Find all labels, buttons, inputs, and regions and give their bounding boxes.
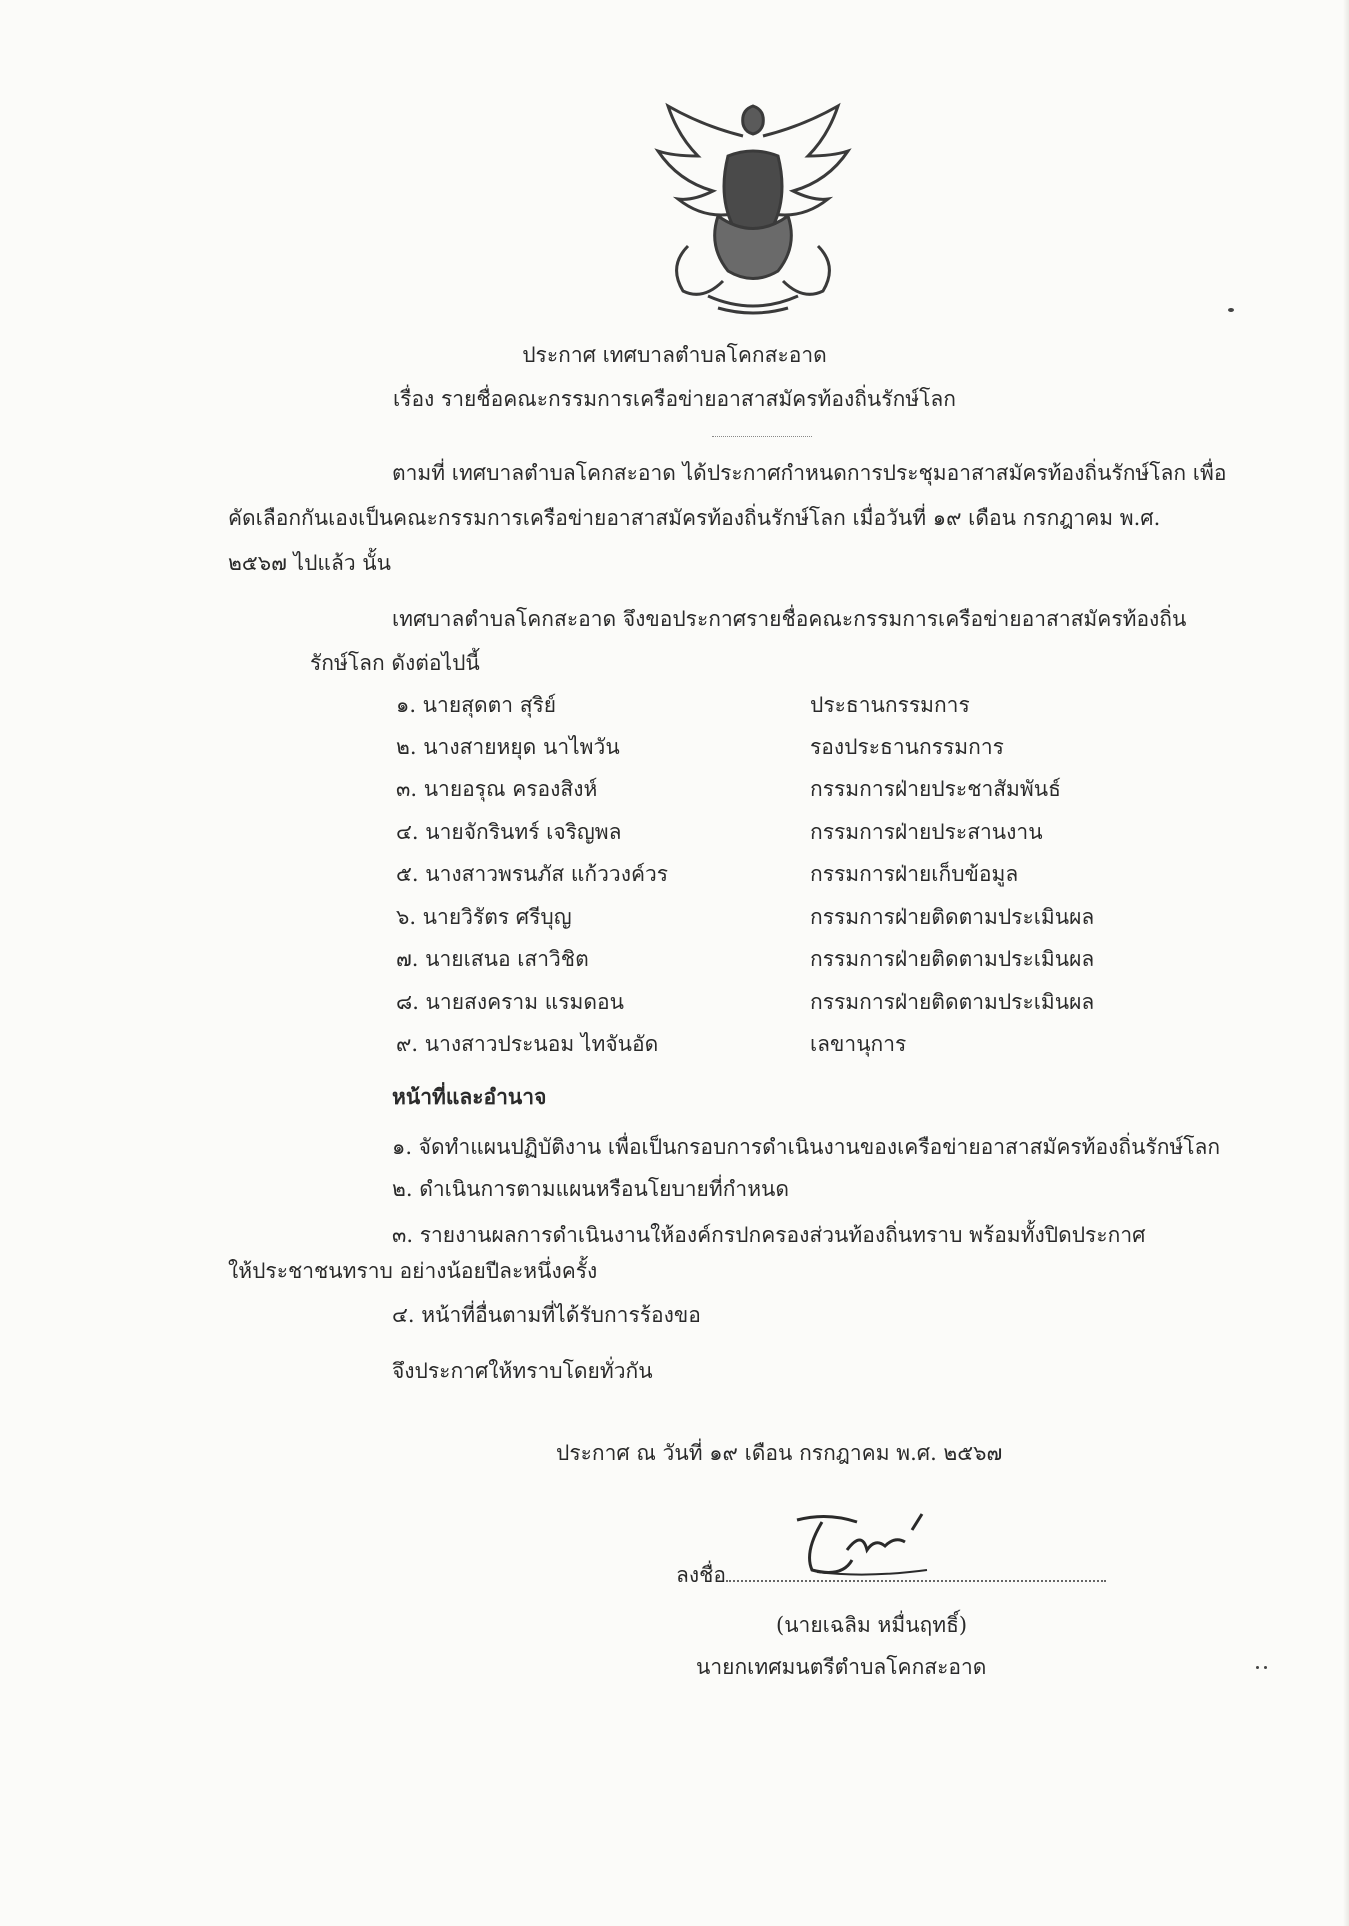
member-role: กรรมการฝ่ายเก็บข้อมูล xyxy=(810,862,1019,886)
scan-speck xyxy=(1256,1666,1259,1669)
intro-line-3: ๒๕๖๗ ไปแล้ว นั้น xyxy=(228,551,392,575)
member-name: ๘. นายสงคราม แรมดอน xyxy=(396,990,624,1014)
duty-item-3-line-1: ๓. รายงานผลการดำเนินงานให้องค์กรปกครองส่วนท้องถิ่นทราบ พร้อมทั้งปิดประกาศ xyxy=(392,1223,1146,1247)
member-name: ๒. นางสายหยุด นาไพวัน xyxy=(396,735,620,759)
member-role: กรรมการฝ่ายประสานงาน xyxy=(810,820,1043,844)
member-name: ๕. นางสาวพรนภัส แก้ววงค์วร xyxy=(396,862,669,886)
member-name: ๔. นายจักรินทร์ เจริญพล xyxy=(396,820,622,844)
member-role: กรรมการฝ่ายติดตามประเมินผล xyxy=(810,990,1095,1014)
member-name: ๗. นายเสนอ เสาวิชิต xyxy=(396,947,589,971)
para2-line-1: เทศบาลตำบลโคกสะอาด จึงขอประกาศรายชื่อคณะกรรมการเครือข่ายอาสาสมัครท้องถิ่น xyxy=(392,607,1187,631)
intro-line-2: คัดเลือกกันเองเป็นคณะกรรมการเครือข่ายอาสาสมัครท้องถิ่นรักษ์โลก เมื่อวันที่ ๑๙ เดือน กรกฎาคม พ.ศ. xyxy=(228,506,1161,530)
signature-label: ลงชื่อ xyxy=(676,1563,726,1587)
closing-statement: จึงประกาศให้ทราบโดยทั่วกัน xyxy=(392,1359,653,1383)
divider xyxy=(712,436,812,437)
member-role: กรรมการฝ่ายประชาสัมพันธ์ xyxy=(810,777,1061,801)
member-name: ๖. นายวิรัตร ศรีบุญ xyxy=(396,905,572,929)
duty-item-1: ๑. จัดทำแผนปฏิบัติงาน เพื่อเป็นกรอบการดำเนินงานของเครือข่ายอาสาสมัครท้องถิ่นรักษ์โลก xyxy=(392,1135,1221,1159)
signature-mark xyxy=(792,1510,942,1580)
signer-position: นายกเทศมนตรีตำบลโคกสะอาด xyxy=(696,1655,987,1679)
scan-speck xyxy=(1264,1666,1267,1669)
announcement-subject: เรื่อง รายชื่อคณะกรรมการเครือข่ายอาสาสมัครท้องถิ่นรักษ์โลก xyxy=(392,387,956,411)
signature-line xyxy=(726,1580,1106,1582)
member-role: ประธานกรรมการ xyxy=(810,693,970,717)
member-role: รองประธานกรรมการ xyxy=(810,735,1004,759)
member-role: กรรมการฝ่ายติดตามประเมินผล xyxy=(810,947,1095,971)
member-role: กรรมการฝ่ายติดตามประเมินผล xyxy=(810,905,1095,929)
member-name: ๙. นางสาวประนอม ไทจันอัด xyxy=(396,1032,659,1056)
announcement-date: ประกาศ ณ วันที่ ๑๙ เดือน กรกฎาคม พ.ศ. ๒๕๖๗ xyxy=(556,1441,1003,1465)
duty-item-4: ๔. หน้าที่อื่นตามที่ได้รับการร้องขอ xyxy=(392,1303,701,1327)
member-name: ๓. นายอรุณ ครองสิงห์ xyxy=(396,777,598,801)
scan-speck xyxy=(1228,308,1234,312)
scan-edge xyxy=(1343,0,1349,1926)
para2-line-2: รักษ์โลก ดังต่อไปนี้ xyxy=(310,651,480,675)
member-role: เลขานุการ xyxy=(810,1032,907,1056)
signer-name: (นายเฉลิม หมื่นฤทธิ์) xyxy=(776,1613,968,1637)
garuda-emblem-icon xyxy=(648,96,858,318)
duty-item-3-line-2: ให้ประชาชนทราบ อย่างน้อยปีละหนึ่งครั้ง xyxy=(228,1259,598,1283)
duty-item-2: ๒. ดำเนินการตามแผนหรือนโยบายที่กำหนด xyxy=(392,1177,790,1201)
member-name: ๑. นายสุดตา สุริย์ xyxy=(396,693,557,717)
intro-line-1: ตามที่ เทศบาลตำบลโคกสะอาด ได้ประกาศกำหนดการประชุมอาสาสมัครท้องถิ่นรักษ์โลก เพื่อ xyxy=(392,461,1227,485)
duties-heading: หน้าที่และอำนาจ xyxy=(392,1084,547,1109)
announcement-title: ประกาศ เทศบาลตำบลโคกสะอาด xyxy=(522,343,827,367)
